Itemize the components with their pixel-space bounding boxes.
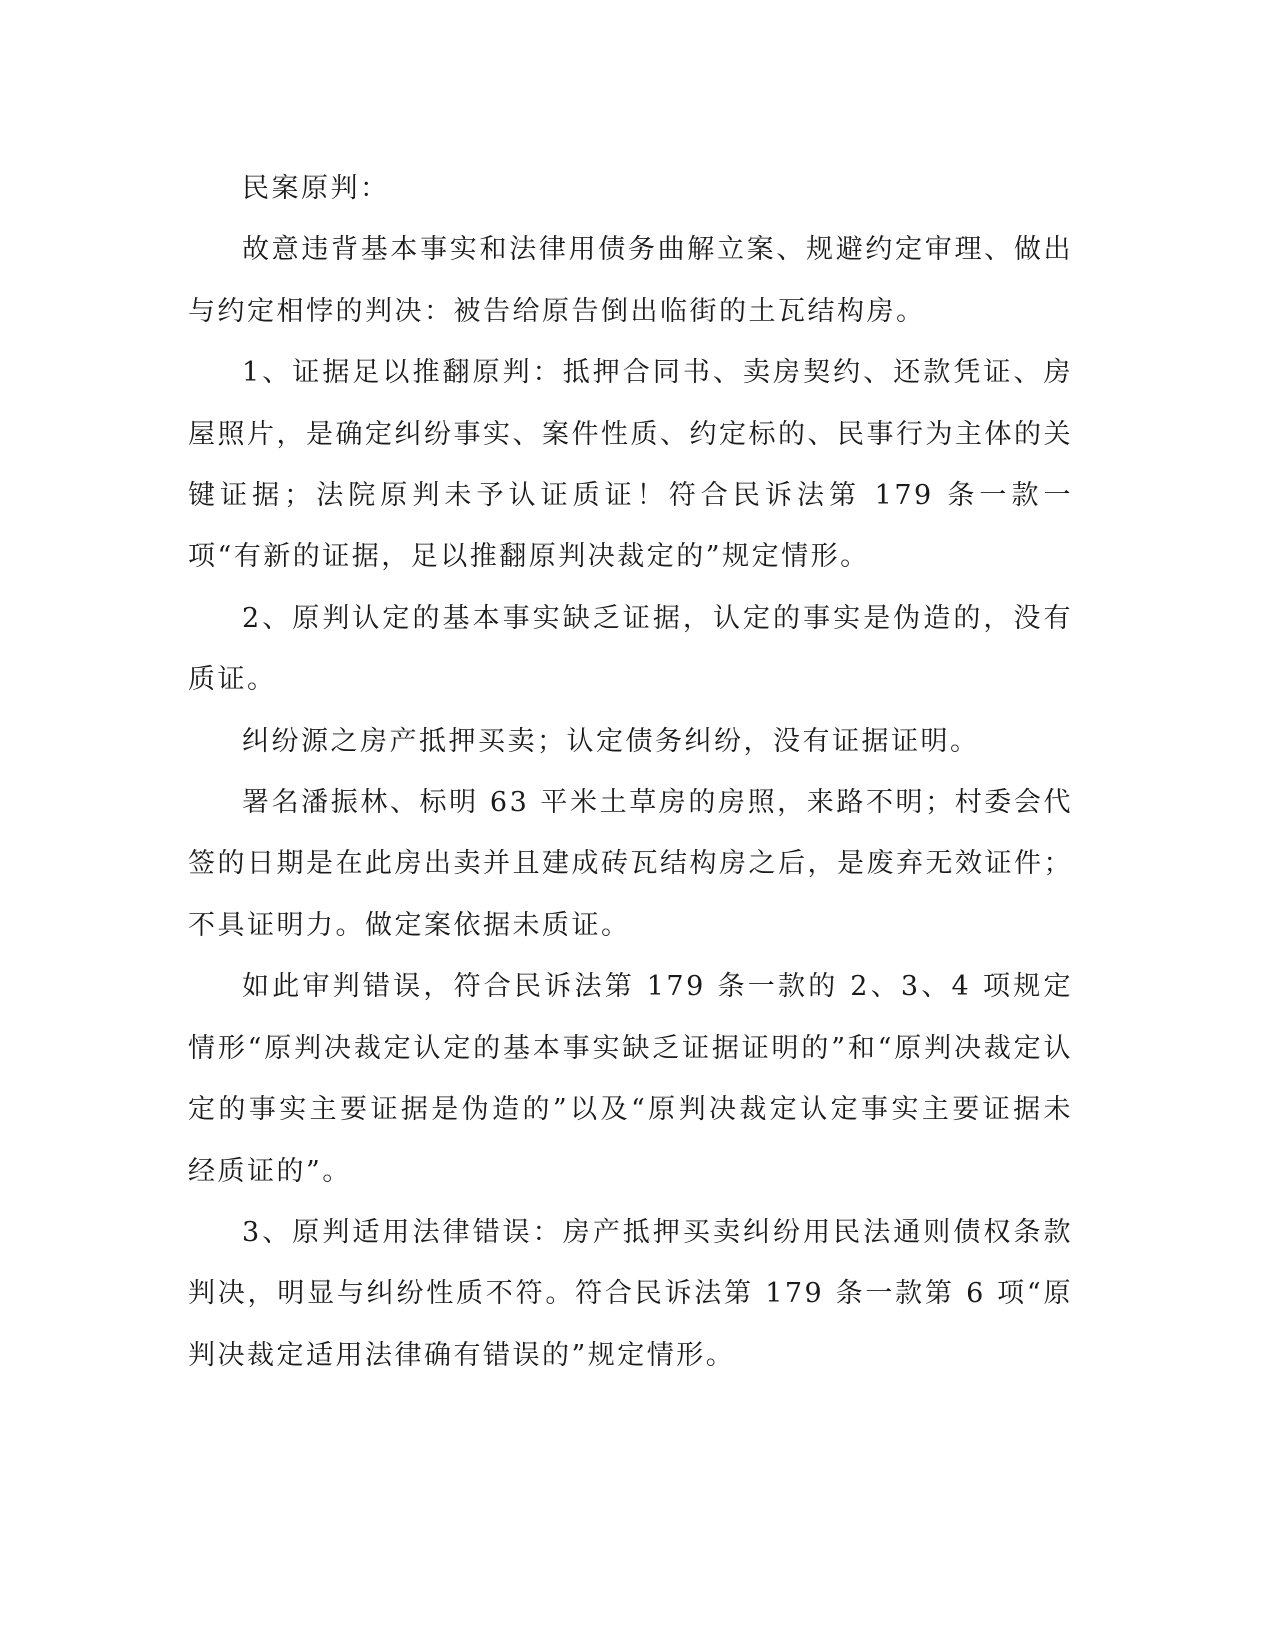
paragraph-intro: 故意违背基本事实和法律用债务曲解立案、规避约定审理、做出与约定相悖的判决：被告给原告倒出临街的土瓦结构房。: [188, 234, 1073, 327]
paragraph-point-2: 2、原判认定的基本事实缺乏证据，认定的事实是伪造的，没有质证。: [188, 602, 1073, 696]
paragraph-trial-error: 如此审判错误，符合民诉法第 179 条一款的 2、3、4 项规定情形“原判决裁定认定的基本事实缺乏证据证明的”和“原判决裁定认定的事实主要证据是伪造的”以及“原判决裁定认定事实主要证据未经质证的”。: [188, 971, 1073, 1187]
paragraph-house-certificate: 署名潘振林、标明 63 平米土草房的房照，来路不明；村委会代签的日期是在此房出卖并且建成砖瓦结构房之后，是废弃无效证件；不具证明力。做定案依据未质证。: [188, 787, 1073, 941]
document-body: [188, 158, 1073, 1386]
paragraph-dispute-source: 纠纷源之房产抵押买卖；认定债务纠纷，没有证据证明。: [242, 725, 980, 757]
paragraph-heading: 民案原判：: [242, 173, 390, 204]
paragraph-point-1: 1、证据足以推翻原判：抵押合同书、卖房契约、还款凭证、房屋照片，是确定纠纷事实、案件性质、约定标的、民事行为主体的关键证据；法院原判未予认证质证！符合民诉法第 179 条一款一项“有新的证据，足以推翻原判决裁定的”规定情形。: [188, 357, 1073, 573]
paragraph-point-3: 3、原判适用法律错误：房产抵押买卖纠纷用民法通则债权条款判决，明显与纠纷性质不符。符合民诉法第 179 条一款第 6 项“原判决裁定适用法律确有错误的”规定情形。: [188, 1216, 1073, 1371]
